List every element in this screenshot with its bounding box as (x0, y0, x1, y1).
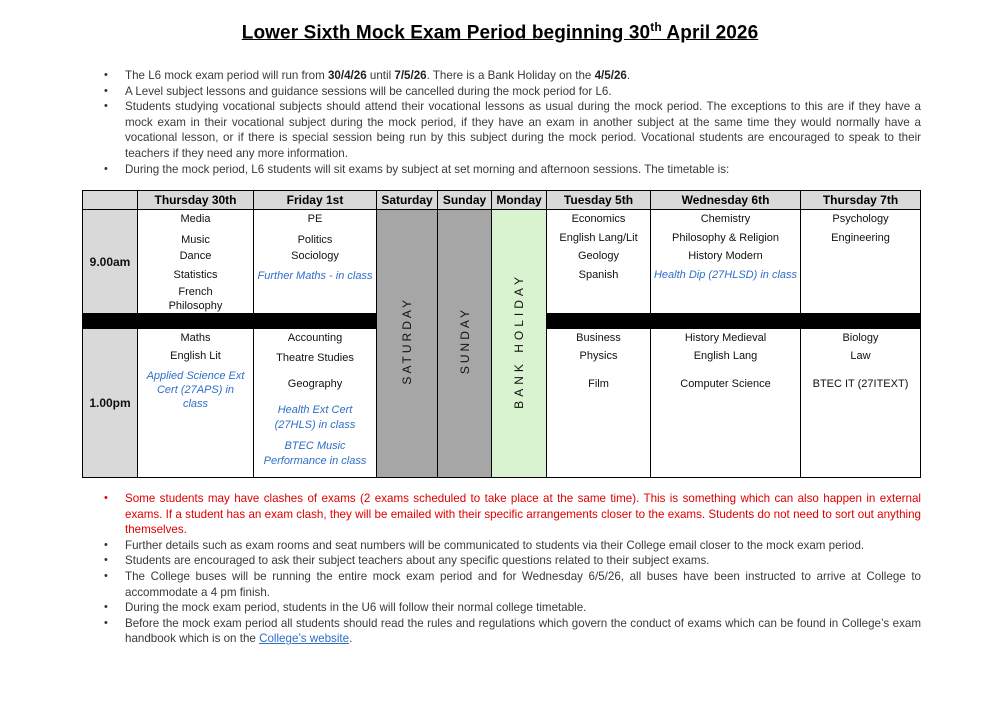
cell-thu7-am (801, 210, 921, 314)
bullet-icon: • (104, 616, 108, 629)
exam-subject: Sociology (291, 250, 339, 263)
exam-subject: English Lang (693, 350, 758, 363)
intro-text: . There is a Bank Holiday on the (426, 69, 595, 82)
list-item (104, 538, 921, 554)
intro-text: During the mock period, L6 students will sit exams by subject at set morning and afternoon sessions. The timetable is: (125, 162, 730, 176)
bullet-icon: • (104, 601, 108, 614)
bullet-icon: • (104, 162, 108, 175)
bullet-icon: • (104, 569, 108, 582)
list-item (104, 616, 921, 647)
exam-subject: PE (307, 213, 323, 226)
exam-subject: History Modern (688, 250, 763, 263)
day-header: Monday (492, 191, 547, 210)
exam-subject: Computer Science (680, 378, 771, 391)
cell-tue5-pm (547, 329, 651, 478)
exam-subject: Maths (180, 332, 211, 345)
after-bullet-list (104, 491, 921, 647)
exam-subject: Music (181, 234, 210, 247)
cell-tue5-am (547, 210, 651, 314)
exam-subject: BTEC IT (27ITEXT) (812, 378, 909, 391)
exam-subject: Biology (842, 332, 879, 345)
divider-cell (138, 314, 254, 329)
exam-subject: Geology (578, 250, 619, 263)
title-end: April 2026 (661, 22, 759, 44)
exam-subject: English Lang/Lit (559, 232, 638, 245)
cell-thu30-am (138, 210, 254, 314)
exam-subject: Chemistry (700, 213, 751, 226)
day-header: Thursday 30th (138, 191, 254, 210)
day-header: Tuesday 5th (547, 191, 651, 210)
intro-text: until (366, 69, 395, 82)
exam-subject: Philosophy & Religion (671, 232, 779, 245)
list-item (104, 553, 921, 569)
bank-holiday-label: BANK HOLIDAY (512, 273, 526, 409)
exam-subject: Economics (571, 213, 626, 226)
cell-wed6-pm (651, 329, 801, 478)
list-item (104, 68, 921, 84)
bullet-icon: • (104, 100, 108, 113)
bullet-icon: • (104, 554, 108, 567)
exam-subject: Spanish (578, 269, 619, 282)
list-item (104, 569, 921, 600)
list-item (104, 491, 921, 538)
cell-thu7-pm (801, 329, 921, 478)
exam-subject: Theatre Studies (276, 352, 354, 365)
college-website-link[interactable]: College’s website (259, 632, 350, 646)
exam-subject: English Lit (170, 350, 221, 363)
intro-bullet-list (104, 68, 921, 177)
day-header: Thursday 7th (801, 191, 921, 210)
exam-subject: History Medieval (684, 332, 767, 345)
start-date: 30/4/26 (327, 69, 367, 82)
exam-subject: Accounting (287, 332, 343, 345)
exam-subject: Philosophy (168, 300, 223, 313)
in-class-note: Health Dip (27HLSD) in class (653, 269, 798, 282)
divider-cell (547, 314, 651, 329)
info-text: Students are encouraged to ask their subject teachers about any specific questions related to their subject exams. (125, 554, 710, 568)
list-item (104, 600, 921, 616)
divider-cell (801, 314, 921, 329)
in-class-note: Health Ext Cert (27HLS) in class (274, 404, 356, 432)
exam-timetable (82, 190, 921, 478)
saturday-label: SATURDAY (400, 297, 414, 385)
cell-fri1-pm (254, 329, 377, 478)
in-class-note: BTEC Music Performance in class (263, 440, 367, 468)
exam-subject: French (178, 286, 213, 299)
bank-holiday-column (492, 210, 547, 478)
page-title (0, 20, 1000, 44)
info-text: The College buses will be running the entire mock exam period and for Wednesday 6/5/26, all buses have been instructed to arrive at College to accommodate a 4 pm finish. (125, 569, 921, 599)
exam-subject: Film (588, 378, 609, 391)
bullet-icon: • (104, 492, 108, 504)
divider-cell (83, 314, 138, 329)
end-date: 7/5/26 (394, 69, 427, 82)
morning-row (83, 210, 921, 314)
divider-cell (254, 314, 377, 329)
bank-holiday-date: 4/5/26 (594, 69, 627, 82)
list-item (104, 84, 921, 100)
list-item (104, 162, 921, 178)
info-text: . (349, 632, 353, 646)
exam-subject: Business (576, 332, 621, 345)
day-header: Wednesday 6th (651, 191, 801, 210)
info-text: Before the mock exam period all students should read the rules and regulations which govern the conduct of exams which can be found in College’s exam handbook which is on the (125, 616, 921, 646)
exam-subject: Statistics (173, 269, 218, 282)
list-item (104, 99, 921, 161)
cell-wed6-am (651, 210, 801, 314)
title-main: Lower Sixth Mock Exam Period beginning 30 (241, 22, 651, 44)
in-class-note: Further Maths - in class (257, 270, 373, 283)
saturday-column (377, 210, 438, 478)
info-text: During the mock exam period, students in the U6 will follow their normal college timetable. (125, 601, 587, 615)
intro-text: Students studying vocational subjects should attend their vocational lessons as usual during the mock period. The exceptions to this are if they have a mock exam in their vocational subject during the mock period, if they have an exam in another subject at the same time they would normally have a vocational lesson, or if there is special session being run by this subject during the mock period. Vocational students are encouraged to speak to their teachers if they need any more information. (125, 100, 921, 160)
intro-text: . (626, 69, 631, 82)
exam-subject: Physics (579, 350, 618, 363)
in-class-note: Applied Science Ext Cert (27APS) in class (146, 370, 245, 411)
exam-subject: Engineering (831, 232, 890, 245)
cell-thu30-pm (138, 329, 254, 478)
session-label-afternoon: 1.00pm (83, 329, 138, 478)
divider-cell (651, 314, 801, 329)
cell-fri1-am (254, 210, 377, 314)
info-text: Further details such as exam rooms and seat numbers will be communicated to students via their College email closer to the mock exam period. (125, 538, 865, 552)
bullet-icon: • (104, 84, 108, 97)
intro-text: The L6 mock exam period will run from (125, 69, 328, 82)
session-label-morning: 9.00am (83, 210, 138, 314)
bullet-icon: • (104, 538, 108, 551)
header-row (83, 191, 921, 210)
clash-warning: Some students may have clashes of exams (2 exams scheduled to take place at the same time). This is something which can also happen in external exams. If a student has an exam clash, they will be emailed with their specific arrangements closer to the exams. Students do not need to sort out anything themselves. (125, 492, 921, 537)
exam-subject: Psychology (832, 213, 889, 226)
exam-subject: Geography (287, 378, 343, 391)
exam-subject: Law (850, 350, 871, 363)
sunday-column (438, 210, 492, 478)
exam-subject: Dance (179, 250, 212, 263)
exam-subject: Politics (297, 234, 333, 247)
sunday-label: SUNDAY (457, 307, 472, 375)
day-header: Saturday (377, 191, 438, 210)
day-header: Sunday (438, 191, 492, 210)
corner-cell (83, 191, 138, 210)
title-sup: th (650, 20, 662, 34)
intro-text: A Level subject lessons and guidance sessions will be cancelled during the mock period for L6. (125, 84, 612, 98)
bullet-icon: • (104, 69, 108, 81)
day-header: Friday 1st (254, 191, 377, 210)
exam-subject: Media (180, 213, 211, 226)
